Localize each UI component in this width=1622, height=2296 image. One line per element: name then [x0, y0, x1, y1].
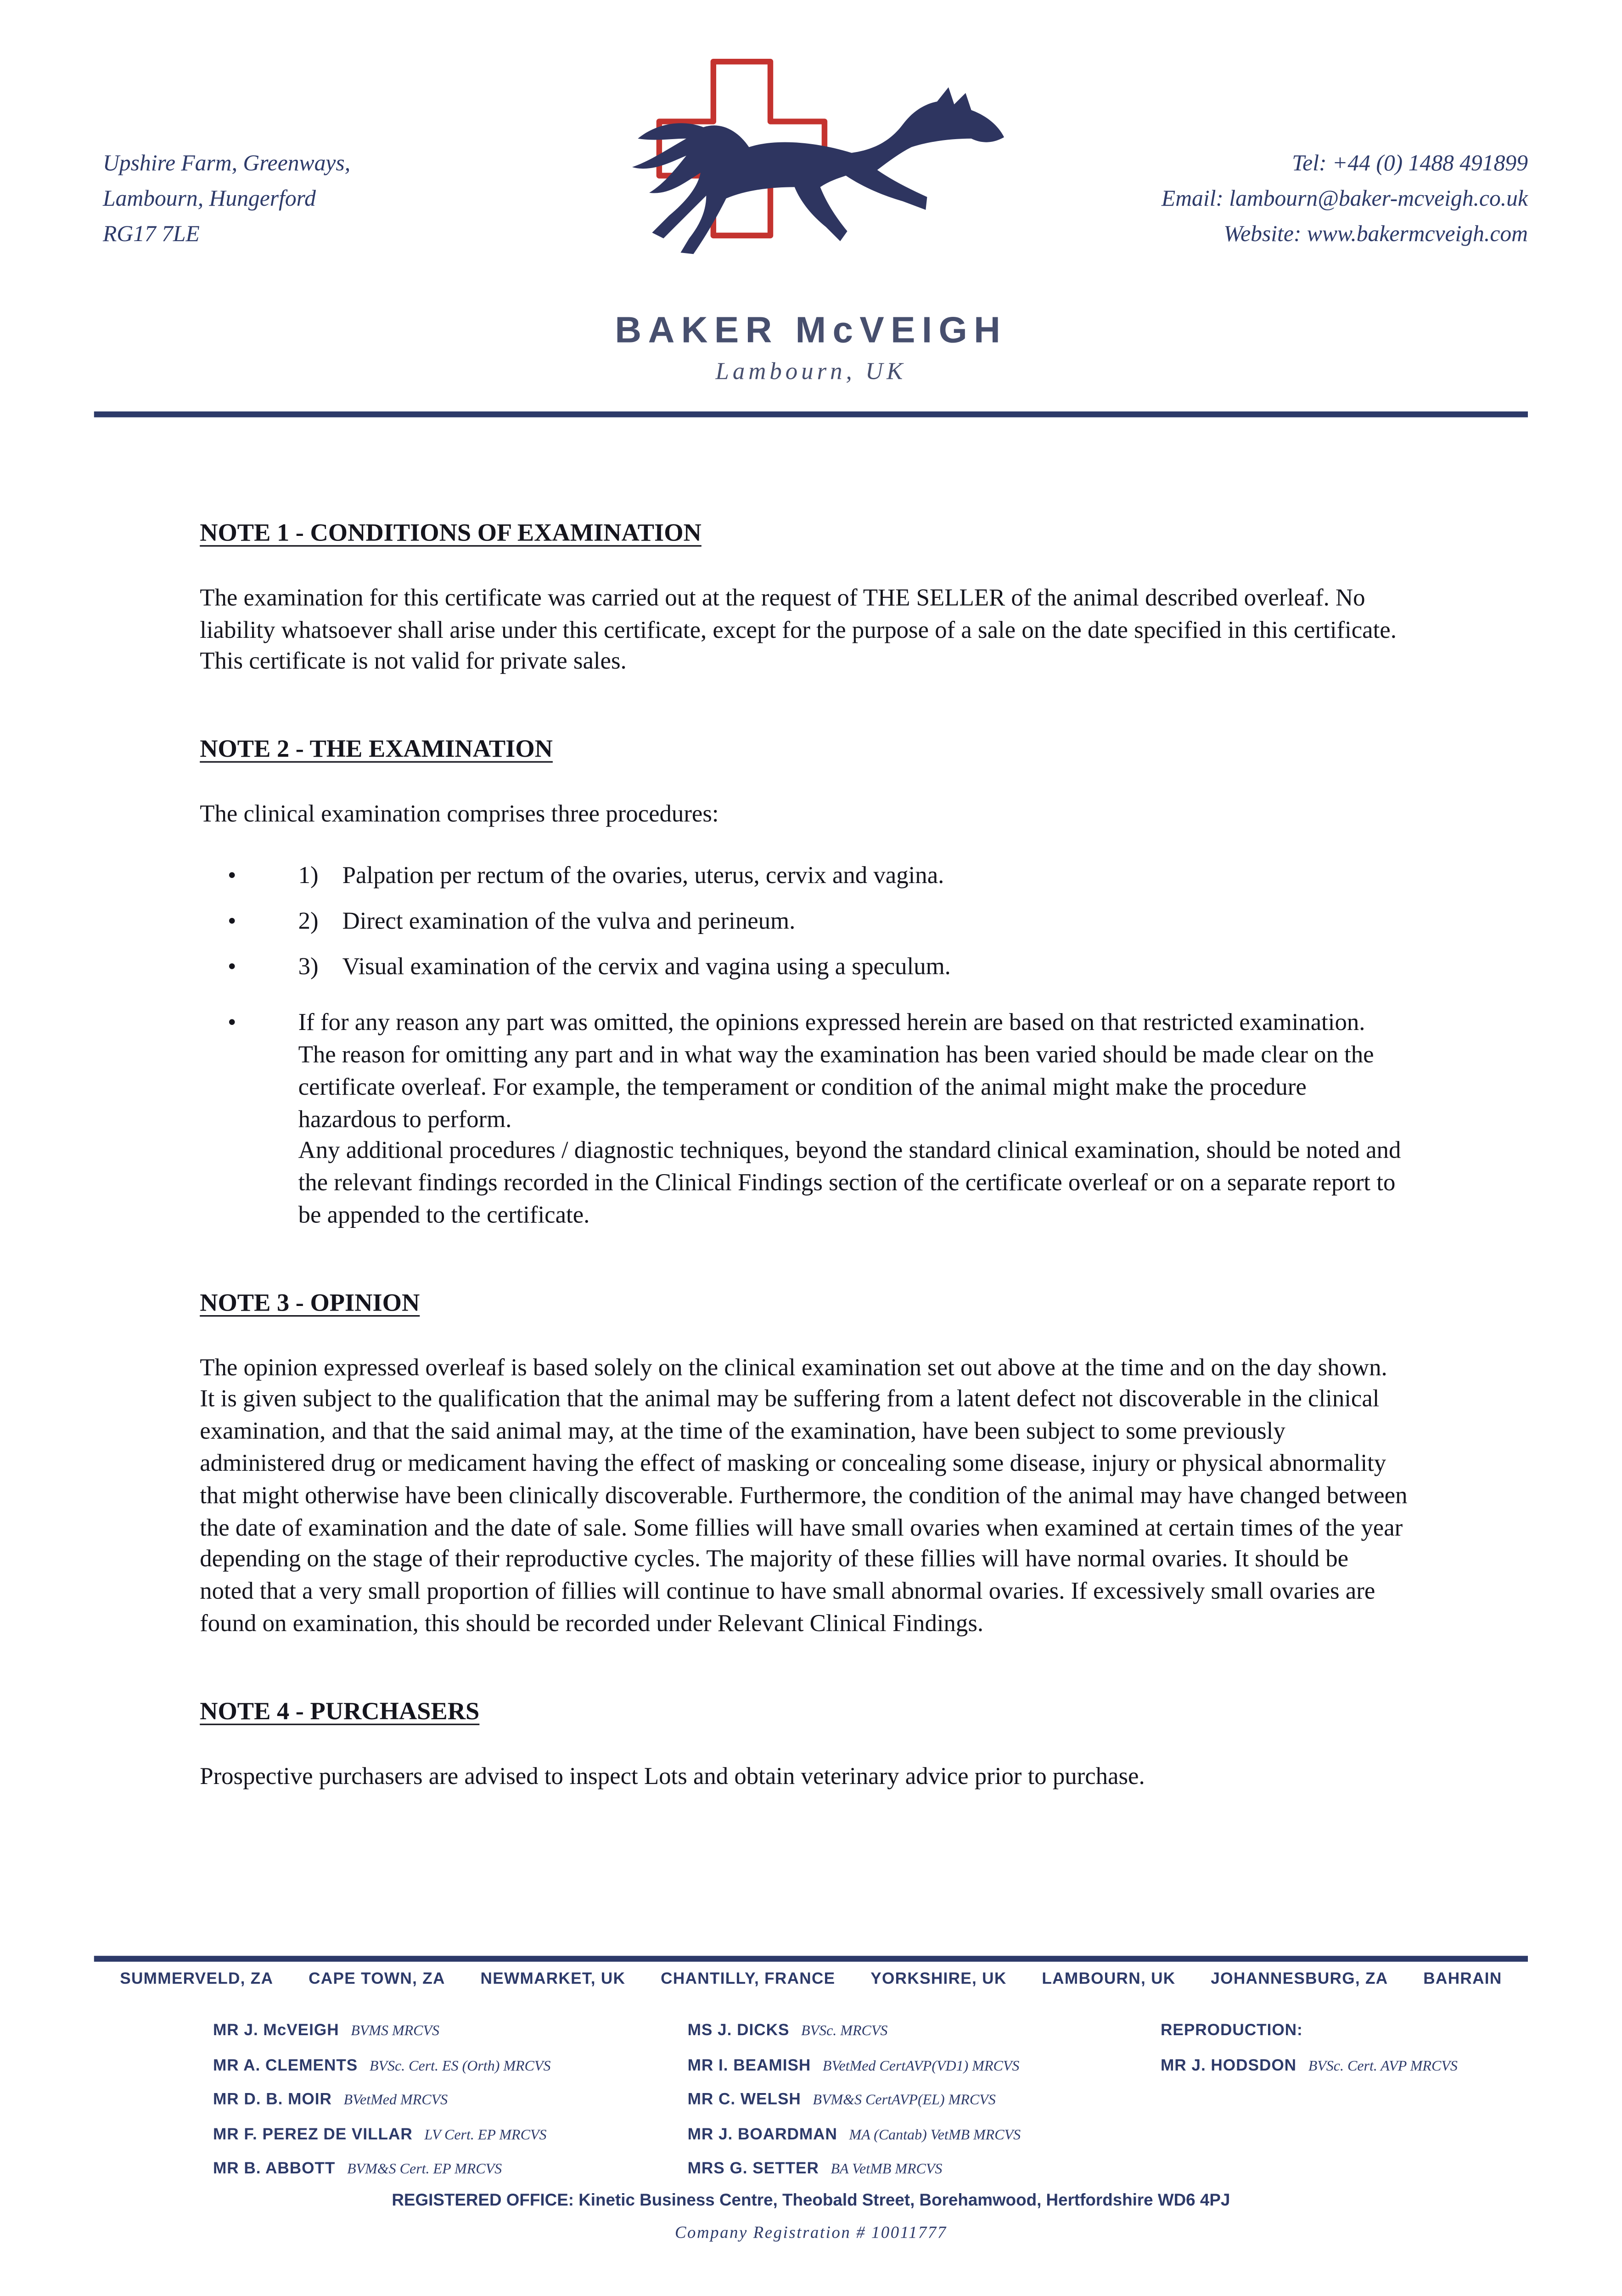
staff-qualifications: BA VetMB MRCVS [831, 2161, 943, 2178]
note2-heading: NOTE 2 - THE EXAMINATION [200, 735, 553, 763]
staff-name: MR A. CLEMENTS [213, 2056, 358, 2074]
brand-name: BAKER McVEIGH [615, 310, 1007, 351]
staff-name: MR C. WELSH [687, 2091, 801, 2109]
note1-section [200, 517, 1407, 677]
note3-section [200, 1287, 1407, 1639]
note3-heading: NOTE 3 - OPINION [200, 1288, 420, 1317]
location-item: NEWMARKET, UK [480, 1970, 626, 1988]
bullet-icon: • [228, 861, 236, 889]
omission-paragraph: Any additional procedures / diagnostic techniques, beyond the standard clinical examination, should be noted and the relevant findings recorded in the Clinical Findings section of the certificate overleaf or on a separate report to be appended to the certificate. [298, 1136, 1401, 1229]
staff-name: MR J. BOARDMAN [687, 2125, 837, 2144]
staff-column-1 [213, 2016, 550, 2189]
staff-qualifications: BVMS MRCVS [351, 2023, 440, 2040]
address-line: RG17 7LE [103, 222, 200, 247]
staff-entry [1161, 2051, 1458, 2085]
procedure-text: Palpation per rectum of the ovaries, uterus, cervix and vagina. [342, 861, 944, 889]
staff-entry [688, 2120, 1021, 2154]
company-registration: Company Registration # 10011777 [674, 2224, 947, 2243]
column-title [1161, 2016, 1458, 2050]
staff-name: MR J. HODSDON [1161, 2056, 1297, 2074]
address-line: Upshire Farm, Greenways, [103, 151, 351, 176]
bullet-icon: • [228, 906, 236, 935]
staff-entry [213, 2154, 550, 2189]
staff-name: MR J. McVEIGH [213, 2022, 339, 2040]
note1-paragraph: The examination for this certificate was carried out at the request of THE SELLER of the animal described overleaf. No liability whatsoever shall arise under this certificate, except for the purpose of a sale on the date specified in this certificate. This certificate is not valid for private sales. [200, 583, 1397, 675]
logo-graphic [597, 56, 1025, 298]
staff-name: MR F. PEREZ DE VILLAR [213, 2125, 413, 2144]
website-line: Website: www.bakermcveigh.com [1224, 222, 1528, 247]
note1-heading: NOTE 1 - CONDITIONS OF EXAMINATION [200, 518, 702, 547]
staff-qualifications: BVSc. Cert. AVP MRCVS [1308, 2058, 1458, 2074]
phone-line: Tel: +44 (0) 1488 491899 [1292, 151, 1528, 176]
procedure-number: 3) [298, 952, 319, 981]
staff-entry [688, 2051, 1021, 2085]
brand-location: Lambourn, UK [715, 357, 907, 385]
staff-name: MR B. ABBOTT [213, 2160, 336, 2178]
omission-note [298, 1007, 1408, 1231]
staff-qualifications: MA (Cantab) VetMB MRCVS [849, 2127, 1021, 2144]
procedure-list [200, 859, 1407, 1231]
staff-qualifications: BVetMed CertAVP(VD1) MRCVS [822, 2058, 1020, 2074]
staff-column-reproduction [1161, 2016, 1458, 2085]
bullet-icon: • [228, 1008, 236, 1036]
staff-entry [213, 2016, 550, 2050]
notes-body [200, 517, 1407, 1847]
location-item: SUMMERVELD, ZA [120, 1970, 274, 1988]
procedure-number: 1) [298, 861, 319, 889]
staff-qualifications: BVSc. Cert. ES (Orth) MRCVS [369, 2058, 551, 2074]
registered-office: REGISTERED OFFICE: Kinetic Business Centre, Theobald Street, Borehamwood, Hertfordshire WD6 4PJ [392, 2192, 1230, 2210]
location-item: LAMBOURN, UK [1042, 1970, 1176, 1988]
galloping-horse-icon [631, 87, 1003, 254]
list-item [228, 1007, 1408, 1231]
contact-info [1162, 147, 1528, 253]
note4-paragraph: Prospective purchasers are advised to inspect Lots and obtain veterinary advice prior to purchase. [200, 1761, 1145, 1790]
list-item [228, 951, 1408, 984]
staff-name: MS J. DICKS [687, 2022, 790, 2040]
location-item: BAHRAIN [1423, 1970, 1502, 1988]
staff-entry [688, 2154, 1021, 2189]
location-item: YORKSHIRE, UK [870, 1970, 1007, 1988]
staff-entry [688, 2016, 1021, 2050]
reproduction-title: REPRODUCTION: [1161, 2022, 1303, 2040]
location-item: CAPE TOWN, ZA [309, 1970, 445, 1988]
footer-divider [94, 1956, 1528, 1961]
staff-entry [688, 2085, 1021, 2120]
bullet-icon: • [228, 952, 236, 981]
staff-entry [213, 2085, 550, 2120]
staff-name: MR I. BEAMISH [687, 2056, 811, 2074]
omission-paragraph: If for any reason any part was omitted, the opinions expressed herein are based on that restricted examination. The reason for omitting any part and in what way the examination has been varied should be made clear on the certificate overleaf. For example, the temperament or condition of the animal might make the procedure hazardous to perform. [298, 1008, 1374, 1132]
staff-column-2 [688, 2016, 1021, 2189]
staff-qualifications: BVSc. MRCVS [801, 2023, 888, 2040]
staff-entry [213, 2051, 550, 2085]
staff-name: MR D. B. MOIR [213, 2091, 332, 2109]
staff-qualifications: BVM&S CertAVP(EL) MRCVS [813, 2092, 996, 2109]
location-item: JOHANNESBURG, ZA [1211, 1970, 1388, 1988]
staff-entry [213, 2120, 550, 2154]
email-line: Email: lambourn@baker-mcveigh.co.uk [1161, 186, 1528, 212]
staff-qualifications: BVetMed MRCVS [343, 2092, 448, 2109]
staff-qualifications: LV Cert. EP MRCVS [424, 2127, 547, 2144]
staff-qualifications: BVM&S Cert. EP MRCVS [347, 2161, 502, 2178]
procedure-text: Direct examination of the vulva and perineum. [342, 906, 796, 935]
note2-section [200, 733, 1407, 1231]
procedure-text: Visual examination of the cervix and vagina using a speculum. [342, 952, 951, 981]
staff-name: MRS G. SETTER [687, 2160, 819, 2178]
list-item [228, 905, 1408, 937]
header-divider [94, 411, 1528, 416]
office-locations [94, 1970, 1528, 1988]
note4-heading: NOTE 4 - PURCHASERS [200, 1697, 480, 1725]
note2-intro: The clinical examination comprises three procedures: [200, 799, 719, 827]
location-item: CHANTILLY, FRANCE [661, 1970, 836, 1988]
note4-section [200, 1695, 1407, 1792]
address-line: Lambourn, Hungerford [103, 186, 316, 212]
list-item [228, 859, 1408, 891]
note3-paragraph: The opinion expressed overleaf is based solely on the clinical examination set out above at the time and on the day shown. It is given subject to the qualification that the animal may be suffering from a latent defect not discoverable in the clinical examination, and that the said animal may, at the time of the examination, have been subject to some previously administered drug or medicament having the effect of masking or concealing some disease, injury or physical abnormality that might otherwise have been clinically discoverable. Furthermore, the condition of the animal may have changed between the date of examination and the date of sale. Some fillies will have small ovaries when examined at certain times of the year depending on the stage of their reproductive cycles. The majority of these fillies will have normal ovaries. It should be noted that a very small proportion of fillies will continue to have small abnormal ovaries. If excessively small ovaries are found on examination, this should be recorded under Relevant Clinical Findings. [200, 1352, 1408, 1637]
procedure-number: 2) [298, 906, 319, 935]
